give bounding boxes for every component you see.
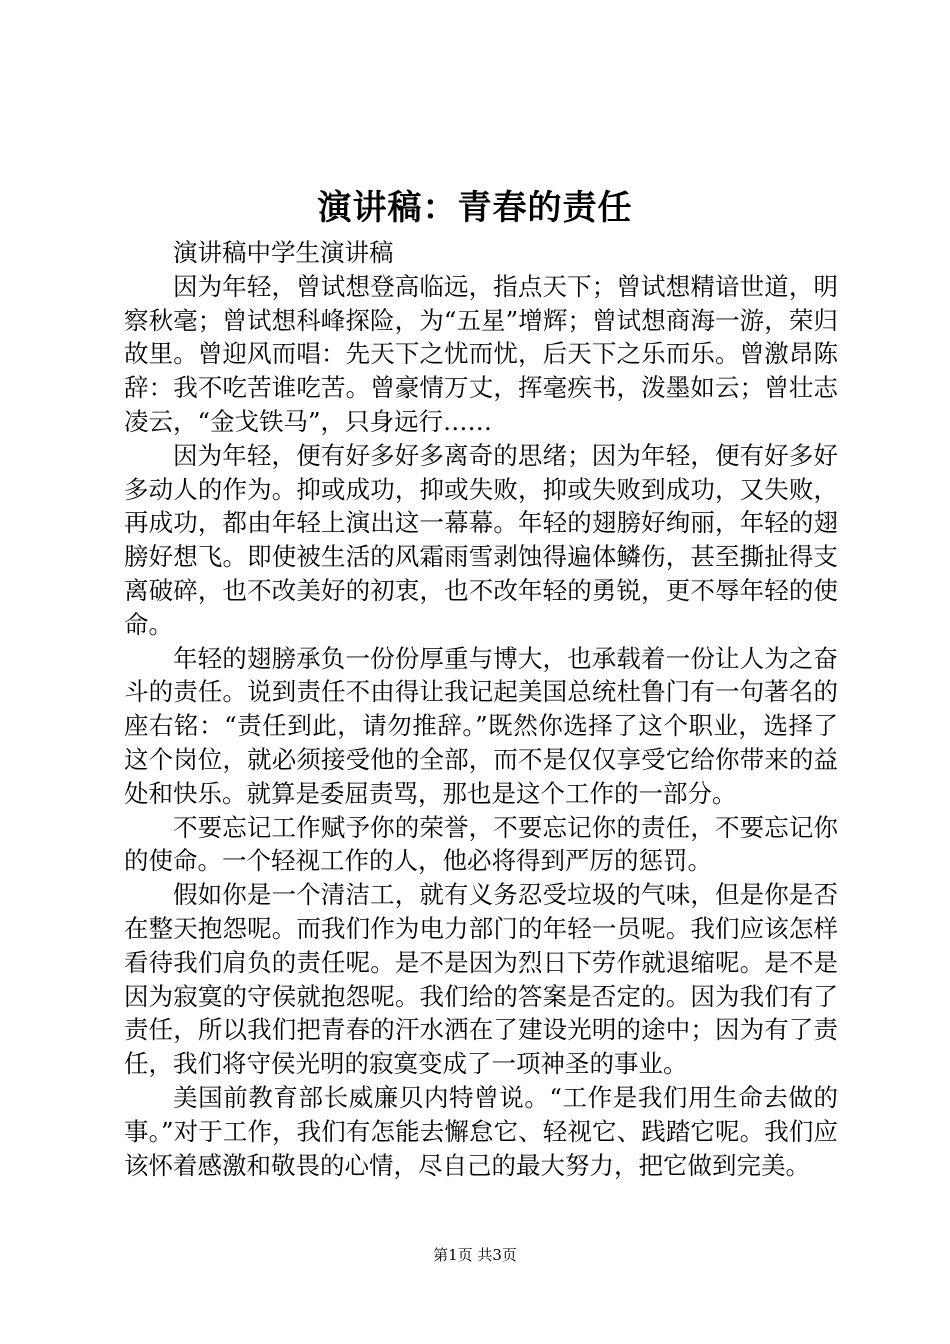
paragraph: 不要忘记工作赋予你的荣誉，不要忘记你的责任，不要忘记你的使命。一个轻视工作的人，他必将得到严厉的惩罚。 bbox=[124, 812, 838, 876]
paragraph: 年轻的翅膀承负一份份厚重与博大，也承载着一份让人为之奋斗的责任。说到责任不由得让我记起美国总统杜鲁门有一句著名的座右铭：“责任到此，请勿推辞。”既然你选择了这个职业，选择了这个岗位，就必须接受他的全部，而不是仅仅享受它给你带来的益处和快乐。就算是委屈责骂，那也是这个工作的一部分。 bbox=[124, 643, 838, 808]
paragraph: 美国前教育部长威廉贝内特曾说。“工作是我们用生命去做的事。”对于工作，我们有怎能去懈怠它、轻视它、践踏它呢。我们应该怀着感激和敬畏的心情，尽自己的最大努力，把它做到完美。 bbox=[124, 1082, 838, 1180]
page-number-footer: 第1页 共3页 bbox=[433, 1246, 517, 1264]
paragraph: 因为年轻，便有好多好多离奇的思绪；因为年轻，便有好多好多动人的作为。抑或成功，抑或失败，抑或失败到成功，又失败，再成功，都由年轻上演出这一幕幕。年轻的翅膀好绚丽，年轻的翅膀好想飞。即使被生活的风霜雨雪剥蚀得遍体鳞伤，甚至撕扯得支离破碎，也不改美好的初衷，也不改年轻的勇锐，更不辱年轻的使命。 bbox=[124, 440, 838, 639]
document-title: 演讲稿：青春的责任 bbox=[317, 188, 633, 228]
paragraph: 因为年轻，曾试想登高临远，指点天下；曾试想精谙世道，明察秋毫；曾试想科峰探险，为“五星”增辉；曾试想商海一游，荣归故里。曾迎风而唱：先天下之忧而忧，后天下之乐而乐。曾激昂陈辞：我不吃苦谁吃苦。曾豪情万丈，挥毫疾书，泼墨如云；曾壮志凌云，“金戈铁马”，只身远行…… bbox=[124, 271, 838, 436]
document-body bbox=[124, 236, 838, 1182]
paragraph: 假如你是一个清洁工，就有义务忍受垃圾的气味，但是你是否在整天抱怨呢。而我们作为电力部门的年轻一员呢。我们应该怎样看待我们肩负的责任呢。是不是因为烈日下劳作就退缩呢。是不是因为寂寞的守侯就抱怨呢。我们给的答案是否定的。因为我们有了责任，所以我们把青春的汗水洒在了建设光明的途中；因为有了责任，我们将守侯光明的寂寞变成了一项神圣的事业。 bbox=[124, 880, 838, 1079]
subtitle-line: 演讲稿中学生演讲稿 bbox=[173, 238, 394, 267]
